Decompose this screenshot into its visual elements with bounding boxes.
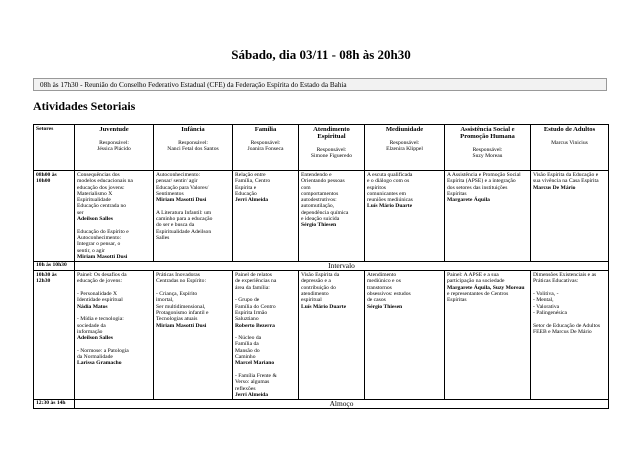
activity-cell [531,271,609,400]
cell-text-line: Identidade espiritual [77,297,123,304]
cell-text-line: espíritos [367,184,386,191]
cell-text-line: de casos [367,297,386,304]
break-row [34,262,609,271]
cell-text-line: A escuta qualificada [367,172,413,178]
cell-text-line: Visão Espírita da Educação e [533,172,599,178]
activity-cell [365,171,445,262]
column-header [75,125,154,171]
cell-text-line: Família da [235,341,259,348]
cell-text-line: 08h00 às [36,172,57,178]
cell-text-line: - Mental, [533,297,554,304]
activity-cell [75,171,154,262]
cell-text-line: Integrar o pensar, o [77,241,121,248]
cell-text-line: informação [77,328,103,335]
cell-text-line: Adeilson Salles [77,216,113,223]
cell-text-line: Margarete Áquila [447,197,490,204]
column-responsible-label: Responsável: [389,140,420,146]
cell-text-line: Roberto Bezerra [235,322,275,329]
cell-text-line: 12h30 [36,278,51,285]
column-responsible-label: Responsável: [250,140,281,146]
cell-text-line: Autoconhecimento: [156,172,201,178]
cell-text-line: Painel: A APSE e a sua [447,272,499,279]
cell-text-line: depressão e a [301,278,331,285]
column-responsible-label: Responsável: [472,147,503,153]
cell-text-line: dependência química [301,209,349,216]
cell-text-line: educação de jovens: [77,278,123,285]
cell-text-line: Autoconhecimento: [77,234,122,241]
cell-text-line: ser [77,209,84,216]
activity-cell [233,271,299,400]
cell-text-line: Marcel Mariano [235,360,275,367]
cell-text-line: Práticas Inovadoras [156,272,200,279]
cell-text-line: sua vivência na Casa Espírita [533,178,599,185]
cell-text-line: FEEB e Marcus De Mário [533,328,592,335]
cell-text-line: Centradas no Espírito: [156,278,207,285]
cell-text-line: Sérgio Thiesen [301,222,337,229]
cell-text-line: Sentimentos [156,190,184,197]
cell-text-line: Espírita Irmão [235,309,268,316]
cell-text-line: Visão Espírita da [301,272,340,279]
meeting-banner: 08h às 17h30 - Reunião do Conselho Federativo Estadual (CFE) da Federação Espírita do Estado da Bahia [33,78,607,91]
column-header [233,125,299,171]
column-name: Infância [181,126,205,133]
activity-cell [445,271,531,400]
cell-text-line: comunicantes em [367,190,406,197]
cell-text-line: Família do Centro [235,303,276,310]
cell-text-line: Espiritualidade Adeilson [156,228,212,235]
cell-text-line: reflexões [235,385,256,392]
cell-text-line: e ideação suicida [301,216,340,223]
column-header [365,125,445,171]
cell-text-line: Espíritas [447,297,467,304]
cell-text-line: Saluztiano [235,316,259,323]
table-header-row [34,125,609,171]
cell-text-line: da Normalidade [77,354,113,361]
cell-text-line: reuniões mediúnicas [367,197,413,204]
cell-text-line: - Mídia e tecnologia: [77,316,124,323]
activity-cell [365,271,445,400]
cell-text-line: modelos educacionais na [77,178,133,185]
cell-text-line: autodestrutivos: [301,197,337,204]
column-responsible-label: Responsável: [178,140,208,146]
cell-text-line: Setor de Educação de Adultos [533,322,601,329]
cell-text-line: imortal, [156,297,174,304]
column-name: Mediunidade [385,126,424,133]
activity-cell [299,171,365,262]
break-row [34,400,609,409]
cell-text-line: Educação [235,190,257,197]
break-label: Intervalo [75,262,609,271]
cell-text-line: Nádia Matos [77,303,108,310]
cell-text-line: - Personalidade X [77,291,118,298]
cell-text-line: espiritual [301,297,322,304]
activity-cell [445,171,531,262]
cell-text-line: - Valorativa [533,303,560,310]
cell-text-line: contribuição do [301,284,336,291]
cell-text-line: Tecnologias atuais [156,316,198,323]
cell-text-line: Orientando pessoas [301,178,345,185]
cell-text-line: comportamentos [301,190,339,197]
column-name: Estudo de Adultos [543,126,596,133]
column-responsible-person: Simone Figueredo [310,153,353,160]
cell-text-line: Luís Mário Duarte [367,203,413,210]
cell-text-line: Família, Centro [235,178,271,185]
cell-text-line: Espiritualidade [77,197,111,204]
column-header [531,125,609,171]
column-responsible-label: Responsável: [99,140,129,146]
cell-text-line: Educação centrada no [77,203,127,210]
cell-text-line: Marcus De Mário [533,184,576,191]
cell-text-line: 10h30 às [36,272,57,279]
section-title: Atividades Setoriais [33,99,136,113]
cell-text-line: Dimensões Existenciais e as [533,272,597,279]
column-responsible-label: Responsável: [316,147,347,153]
table-row [34,271,609,400]
column-name: Juventude [99,126,129,133]
cell-text-line: Materialismo X [77,190,113,197]
cell-text-line: - Núcleo da [235,335,262,342]
cell-text-line: 10h00 [36,178,51,185]
activity-cell [233,171,299,262]
activity-cell [75,271,154,400]
cell-text-line: participação na sociedade [447,278,505,285]
cell-text-line: sociedade da [77,322,106,329]
cell-text-line: Painel: Os desafios da [77,272,127,279]
time-header: Setores [34,125,75,171]
cell-text-line: transtornos [367,284,392,291]
cell-text-line: Mansão do [235,347,260,354]
activity-cell [154,171,233,262]
cell-text-line: - Família Frente & [235,372,277,379]
cell-text-line: Espírita (APSE) e a integração [447,178,516,185]
cell-text-line: Entendendo e [301,172,332,178]
break-label: Almoço [75,400,609,409]
time-cell [34,171,75,262]
column-name: Assistência Social e Promoção Humana [460,126,515,140]
cell-text-line: Práticas Educativas: [533,278,579,285]
cell-text-line: caminho para a educação [156,216,213,223]
column-responsible-person: Nanci Fetal dos Santos [167,146,219,153]
cell-text-line: - Grupo de [235,297,260,304]
cell-text-line: A Assistência e Promoção Social [447,172,521,178]
cell-text-line: Jerri Almeida [235,197,269,204]
cell-text-line: mediúnico e os [367,278,401,285]
cell-text-line: Protagonismo infantil e [156,309,209,316]
cell-text-line: Verso: algumas [235,379,270,386]
column-responsible-person: Elzenira Klippel [386,146,423,153]
cell-text-line: Relação entre [235,172,266,178]
cell-text-line: Painel de relatos [235,272,272,279]
cell-text-line: - Normose: a Patologia [77,347,129,354]
break-time: 12:30 às 14h [34,400,75,409]
cell-text-line: e representantes de Centros [447,291,509,298]
cell-text-line: área da família: [235,284,270,291]
cell-text-line: Margarete Áquila, Suzy Moreau [447,284,525,291]
time-cell [34,271,75,400]
cell-text-line: do ser e busca da [156,222,195,229]
cell-text-line: Sérgio Thiesen [367,303,403,310]
schedule-table [33,124,609,409]
cell-text-line: atendimento [301,291,329,298]
page-title: Sábado, dia 03/11 - 08h às 20h30 [231,47,411,62]
cell-text-line: Ser multidimensional, [156,303,206,310]
column-responsible-person: Suzy Moreau [472,153,503,160]
cell-text-line: obsessivos: estudos [367,291,411,298]
cell-text-line: de experiências na [235,278,277,285]
cell-text-line: dos setores das instituições [447,184,508,191]
column-header [445,125,531,171]
break-time: 10h às 10h30 [34,262,75,271]
column-responsible-person: Joanira Fonseca [247,146,284,153]
cell-text-line: Miriam Masotti Dusi [156,197,207,204]
cell-text-line: A Literatura Infantil: um [156,209,212,216]
cell-text-line: - Palingenésica [533,309,568,316]
cell-text-line: - Criança, Espírito [156,291,198,298]
cell-text-line: Miriam Masotti Dusi [156,322,207,329]
cell-text-line: Larissa Gramacho [77,360,122,367]
cell-text-line: Adeilson Salles [77,335,113,342]
activity-cell [299,271,365,400]
cell-text-line: Caminho [235,354,256,361]
cell-text-line: Educação para Valores/ [156,184,209,191]
cell-text-line: Consequências dos [77,172,120,178]
activity-cell [531,171,609,262]
cell-text-line: e o diálogo com os [367,178,410,185]
table-row [34,171,609,262]
cell-text-line: Espíritas [447,190,467,197]
cell-text-line: Educação do Espírito e [77,228,129,235]
activity-cell [154,271,233,400]
cell-text-line: educação dos jovens: [77,184,125,191]
cell-text-line: Espírita e [235,184,257,191]
cell-text-line: - Volitiva, - [533,291,559,298]
column-name: Atendimento Espiritual [313,126,350,140]
column-responsible-person: Marcus Vinicius [551,140,588,146]
cell-text-line: com [301,184,311,191]
cell-text-line: Jerri Almeida [235,391,269,398]
cell-text-line: automutilação, [301,203,335,210]
cell-text-line: Atendimento [367,272,397,279]
column-header [154,125,233,171]
cell-text-line: Miriam Masotti Dusi [77,253,128,260]
column-responsible-person: Jéssica Plácido [97,146,131,153]
column-name: Família [254,126,277,133]
cell-text-line: sentir, o agir [77,247,105,254]
cell-text-line: Salles [156,234,170,241]
column-header [299,125,365,171]
cell-text-line: pensar/ sentir/ agir [156,178,198,185]
cell-text-line: Luís Mário Duarte [301,303,347,310]
